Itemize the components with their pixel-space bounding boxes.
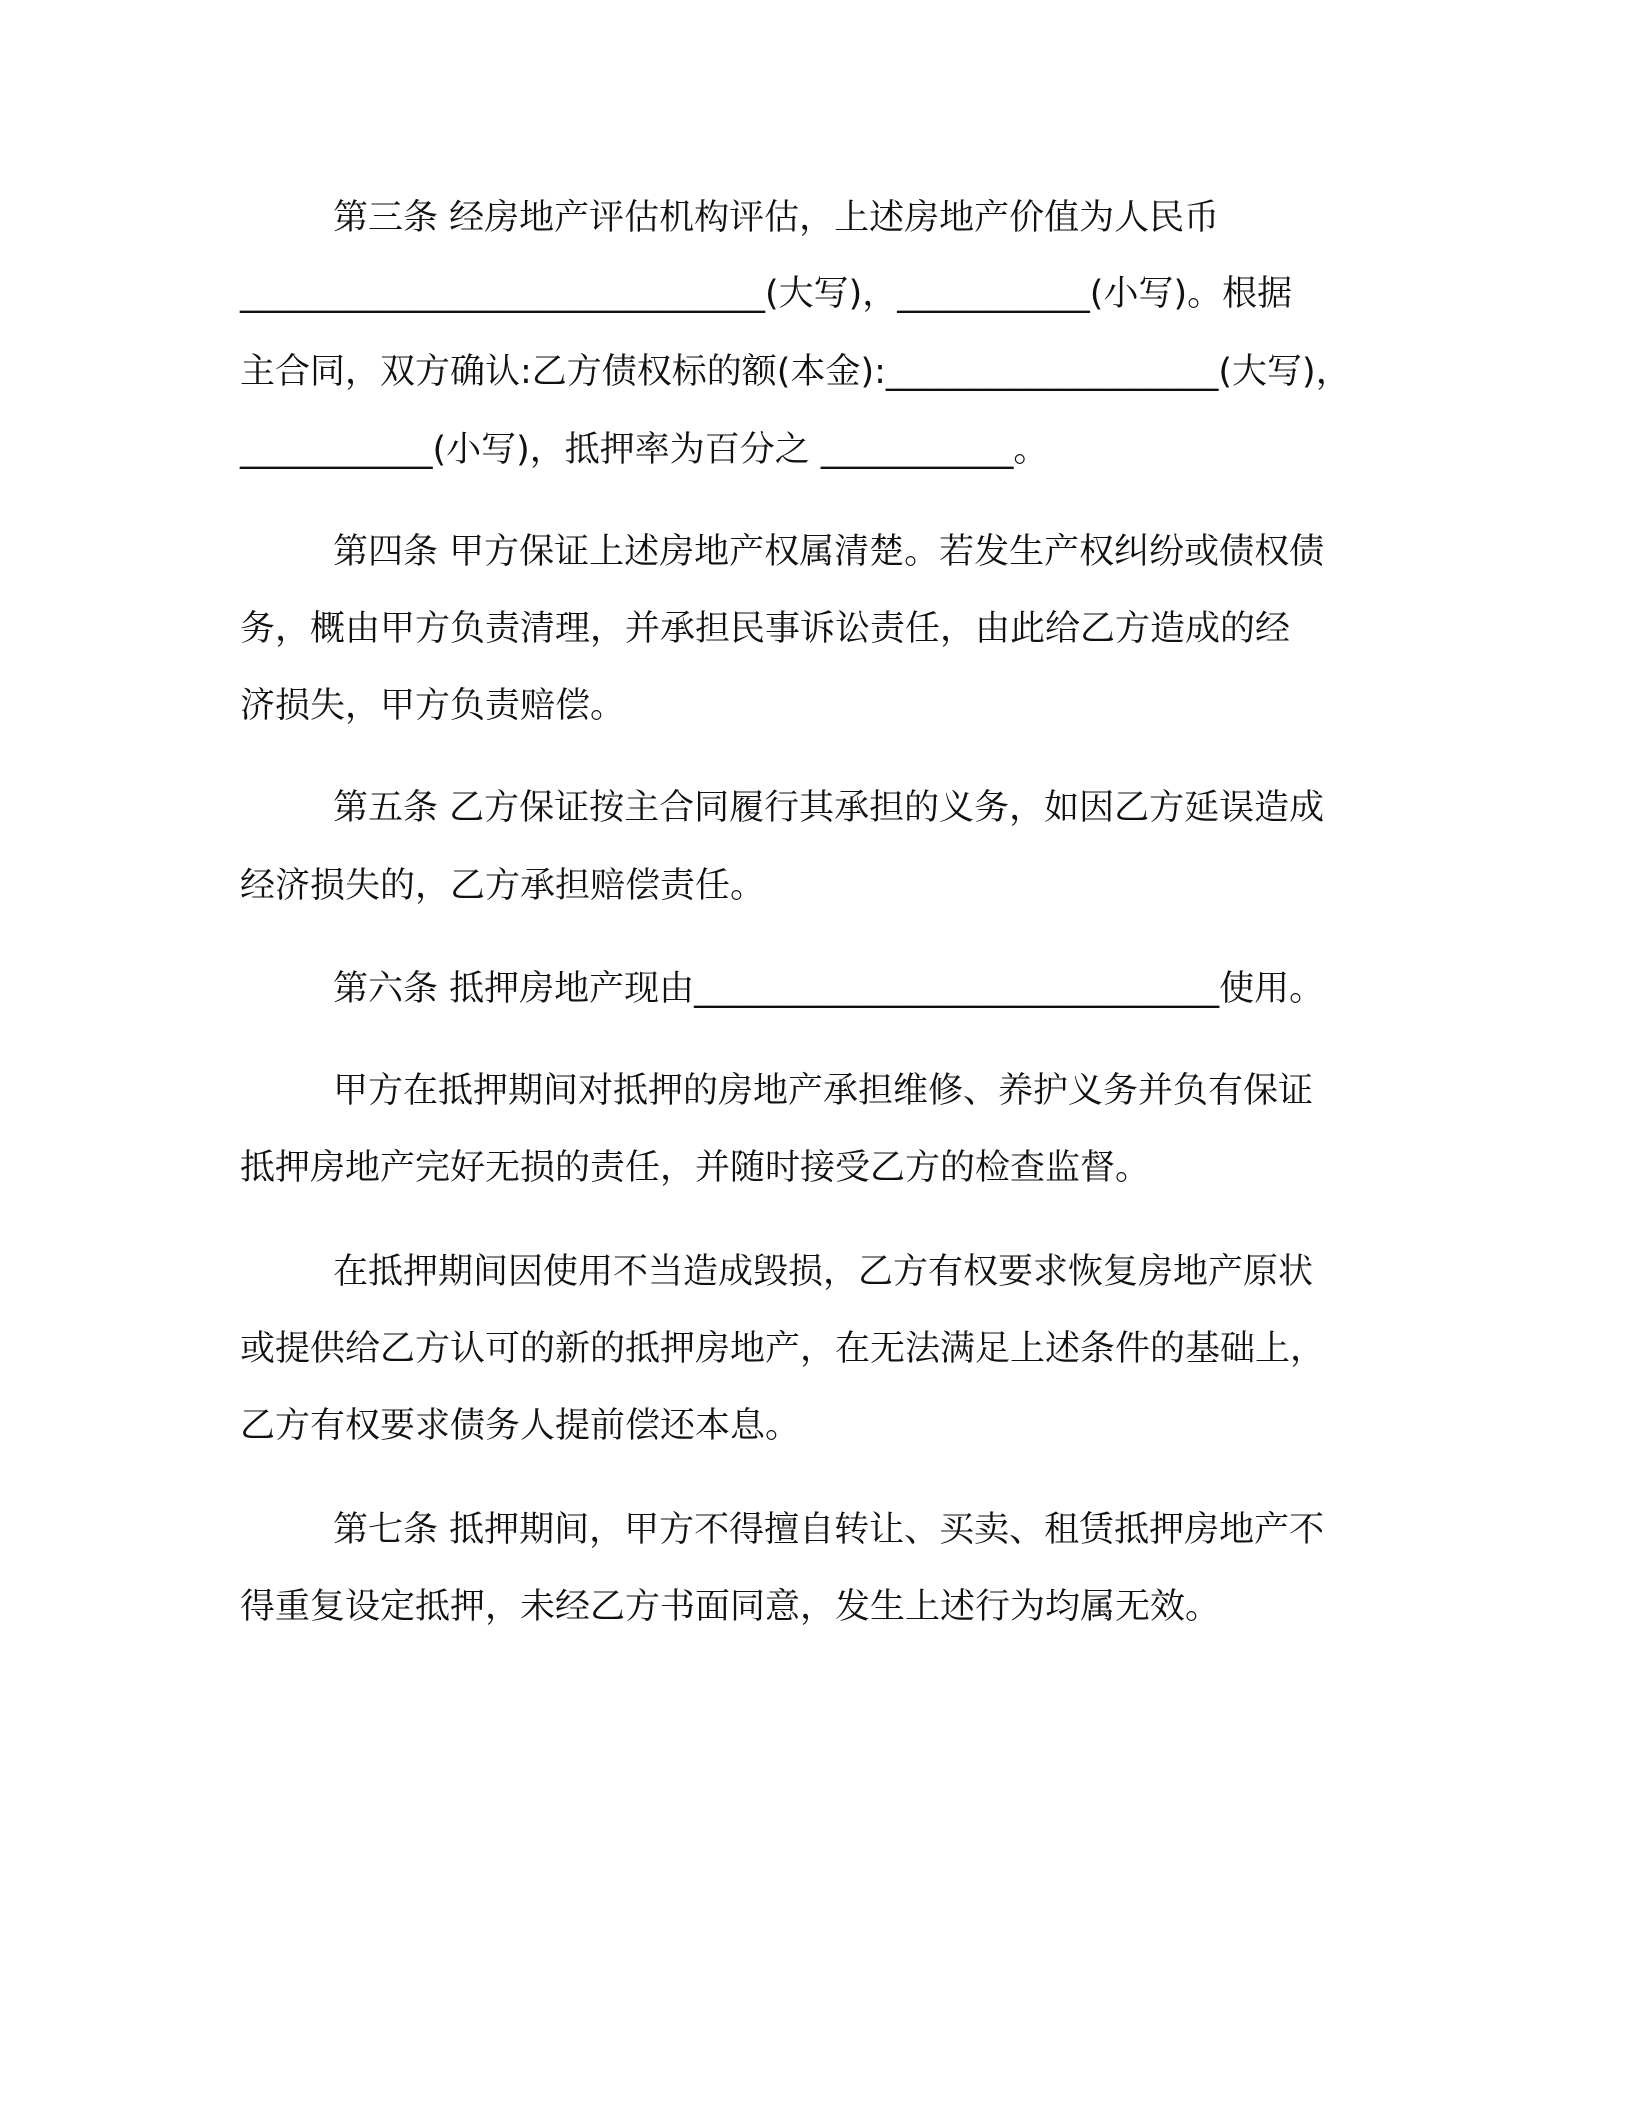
damage-paragraph-line-1: 在抵押期间因使用不当造成毁损，乙方有权要求恢复房地产原状 bbox=[333, 1252, 1314, 1292]
damage-paragraph-line-3: 乙方有权要求债务人提前偿还本息。 bbox=[240, 1406, 801, 1446]
article-3-line-3: 主合同，双方确认:乙方债权标的额(本金):___________________(大写)， bbox=[240, 352, 1351, 392]
article-7-line-1: 第七条 抵押期间，甲方不得擅自转让、买卖、租赁抵押房地产不 bbox=[333, 1510, 1325, 1550]
maintenance-paragraph-line-2: 抵押房地产完好无损的责任，并随时接受乙方的检查监督。 bbox=[240, 1148, 1151, 1188]
article-4-line-3: 济损失，甲方负责赔偿。 bbox=[240, 686, 626, 726]
article-6-line-1: 第六条 抵押房地产现由______________________________使用。 bbox=[333, 969, 1325, 1009]
article-3-line-2: ______________________________(大写)，___________(小写)。根据 bbox=[240, 274, 1293, 314]
article-5-line-2: 经济损失的，乙方承担赔偿责任。 bbox=[240, 866, 766, 906]
article-7-line-2: 得重复设定抵押，未经乙方书面同意，发生上述行为均属无效。 bbox=[240, 1587, 1221, 1627]
article-3-line-1: 第三条 经房地产评估机构评估，上述房地产价值为人民币 bbox=[333, 198, 1220, 238]
article-4-line-1: 第四条 甲方保证上述房地产权属清楚。若发生产权纠纷或债权债 bbox=[333, 532, 1325, 572]
article-5-line-1: 第五条 乙方保证按主合同履行其承担的义务，如因乙方延误造成 bbox=[333, 788, 1325, 828]
maintenance-paragraph-line-1: 甲方在抵押期间对抵押的房地产承担维修、养护义务并负有保证 bbox=[333, 1071, 1314, 1111]
damage-paragraph-line-2: 或提供给乙方认可的新的抵押房地产，在无法满足上述条件的基础上， bbox=[240, 1329, 1326, 1369]
article-4-line-2: 务，概由甲方负责清理，并承担民事诉讼责任，由此给乙方造成的经 bbox=[240, 609, 1291, 649]
article-3-line-4: ___________(小写)，抵押率为百分之 ___________。 bbox=[240, 430, 1049, 470]
